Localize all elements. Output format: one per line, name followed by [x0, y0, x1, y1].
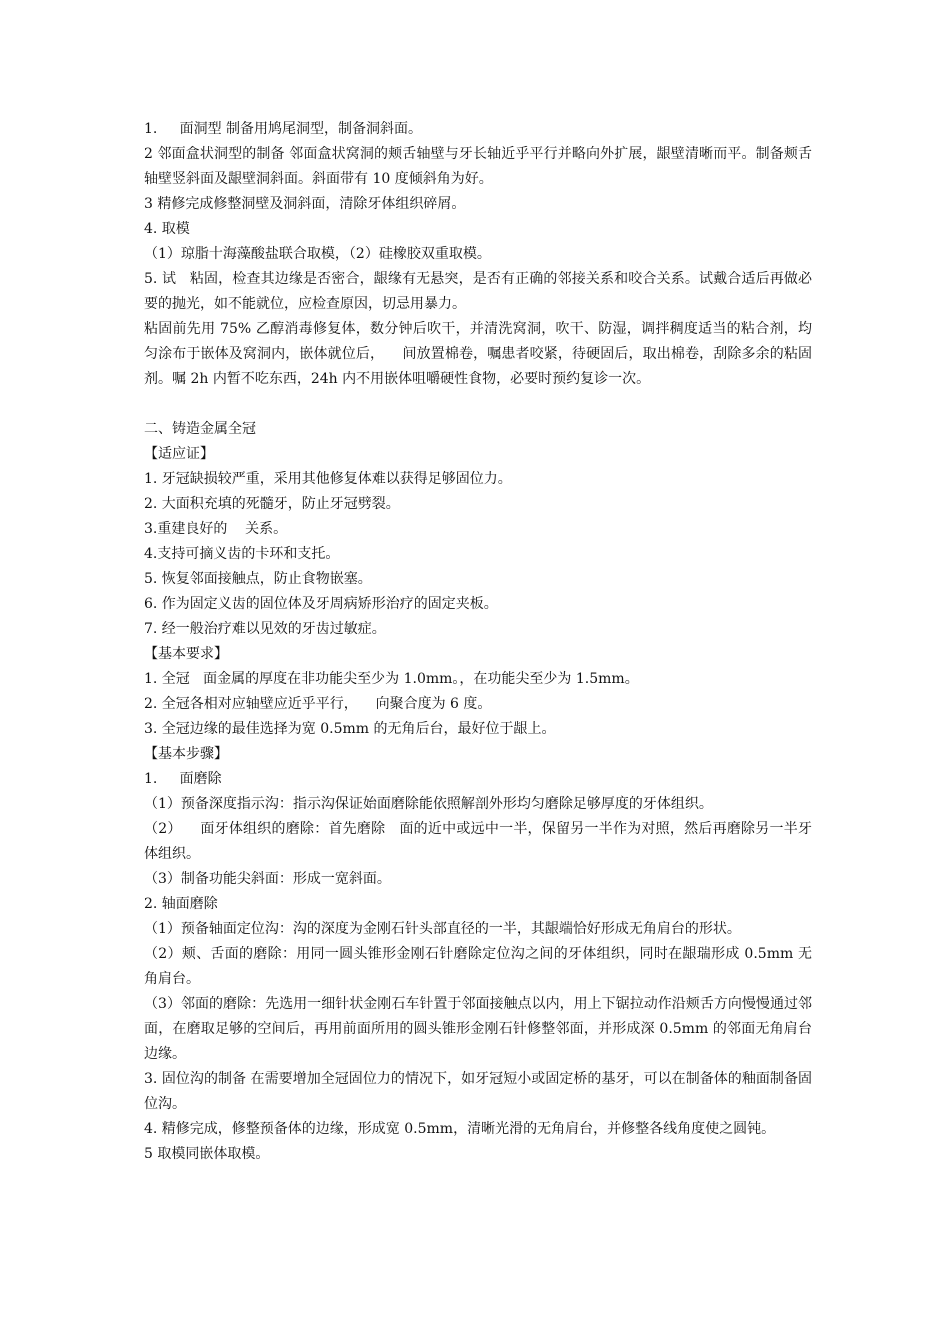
step-item: （3）邻面的磨除：先选用一细针状金刚石车针置于邻面接触点以内，用上下锯拉动作沿颊舌方向慢慢通过邻面，在磨取足够的空间后，再用前面所用的圆头锥形金刚石针修整邻面，并形成深 0.5mm 的邻面无角肩台边缘。 — [144, 996, 812, 1062]
section-title: 二、铸造金属全冠 — [144, 421, 256, 437]
step-item: 4. 精修完成，修整预备体的边缘，形成宽 0.5mm，清晰光滑的无角肩台，并修整各线角度使之圆钝。 — [144, 1121, 776, 1137]
blank-line — [144, 392, 812, 417]
step-item: 5 取模同嵌体取模。 — [144, 1146, 270, 1162]
step-item: 1. 面磨除 — [144, 771, 222, 787]
paragraph-7: 粘固前先用 75% 乙醇消毒修复体，数分钟后吹干，并清洗窝洞，吹干、防湿，调拌稠度适当的粘合剂，均匀涂布于嵌体及窝洞内，嵌体就位后， 间放置棉卷，嘱患者咬紧，待硬固后，取出棉卷，刮除多余的粘固剂。嘱 2h 内暂不吃东西，24h 内不用嵌体咀嚼硬性食物，必要时预约复诊一次。 — [144, 321, 812, 387]
steps-heading: 【基本步骤】 — [144, 746, 228, 762]
paragraph-5: （1）琼脂十海藻酸盐联合取模，（2）硅橡胶双重取模。 — [144, 246, 491, 262]
indication-item: 2. 大面积充填的死髓牙，防止牙冠劈裂。 — [144, 496, 400, 512]
indication-item: 5. 恢复邻面接触点，防止食物嵌塞。 — [144, 571, 372, 587]
requirements-heading: 【基本要求】 — [144, 646, 228, 662]
indication-item: 1. 牙冠缺损较严重，采用其他修复体难以获得足够固位力。 — [144, 471, 512, 487]
step-item: （2）颊、舌面的磨除：用同一圆头锥形金刚石针磨除定位沟之间的牙体组织，同时在龈瑞形成 0.5mm 无角肩台。 — [144, 946, 812, 987]
paragraph-1: 1. 面洞型 制备用鸠尾洞型，制备洞斜面。 — [144, 121, 423, 137]
step-item: （1）预备深度指示沟：指示沟保证始面磨除能依照解剖外形均匀磨除足够厚度的牙体组织。 — [144, 796, 713, 812]
step-item: 2. 轴面磨除 — [144, 896, 218, 912]
requirement-item: 3. 全冠边缘的最佳选择为宽 0.5mm 的无角后台，最好位于龈上。 — [144, 721, 556, 737]
indication-item: 4.支持可摘义齿的卡环和支托。 — [144, 546, 340, 562]
step-item: （1）预备轴面定位沟：沟的深度为金刚石针头部直径的一半，其龈端恰好形成无角肩台的形状。 — [144, 921, 741, 937]
indication-item: 3.重建良好的 关系。 — [144, 521, 288, 537]
paragraph-6: 5. 试 粘固，检查其边缘是否密合，龈缘有无悬突，是否有正确的邻接关系和咬合关系。试戴合适后再做必要的抛光，如不能就位，应检查原因，切忌用暴力。 — [144, 271, 812, 312]
step-item: （3）制备功能尖斜面：形成一宽斜面。 — [144, 871, 391, 887]
paragraph-3: 3 精修完成修整洞壁及洞斜面，清除牙体组织碎屑。 — [144, 196, 466, 212]
step-item: （2） 面牙体组织的磨除：首先磨除 面的近中或远中一半，保留另一半作为对照，然后再磨除另一半牙体组织。 — [144, 821, 812, 862]
paragraph-2: 2 邻面盒状洞型的制备 邻面盒状窝洞的颊舌轴壁与牙长轴近乎平行并略向外扩展，龈壁清晰而平。制备颊舌轴壁竖斜面及龈壁洞斜面。斜面带有 10 度倾斜角为好。 — [144, 146, 812, 187]
indication-item: 7. 经一般治疗难以见效的牙齿过敏症。 — [144, 621, 386, 637]
document-page — [144, 117, 812, 1167]
indications-heading: 【适应证】 — [144, 446, 214, 462]
indication-item: 6. 作为固定义齿的固位体及牙周病矫形治疗的固定夹板。 — [144, 596, 498, 612]
paragraph-4: 4. 取模 — [144, 221, 190, 237]
step-item: 3. 固位沟的制备 在需要增加全冠固位力的情况下，如牙冠短小或固定桥的基牙，可以在制备体的釉面制备固位沟。 — [144, 1071, 812, 1112]
requirement-item: 2. 全冠各相对应轴壁应近乎平行， 向聚合度为 6 度。 — [144, 696, 492, 712]
requirement-item: 1. 全冠 面金属的厚度在非功能尖至少为 1.0mm。，在功能尖至少为 1.5mm。 — [144, 671, 639, 687]
